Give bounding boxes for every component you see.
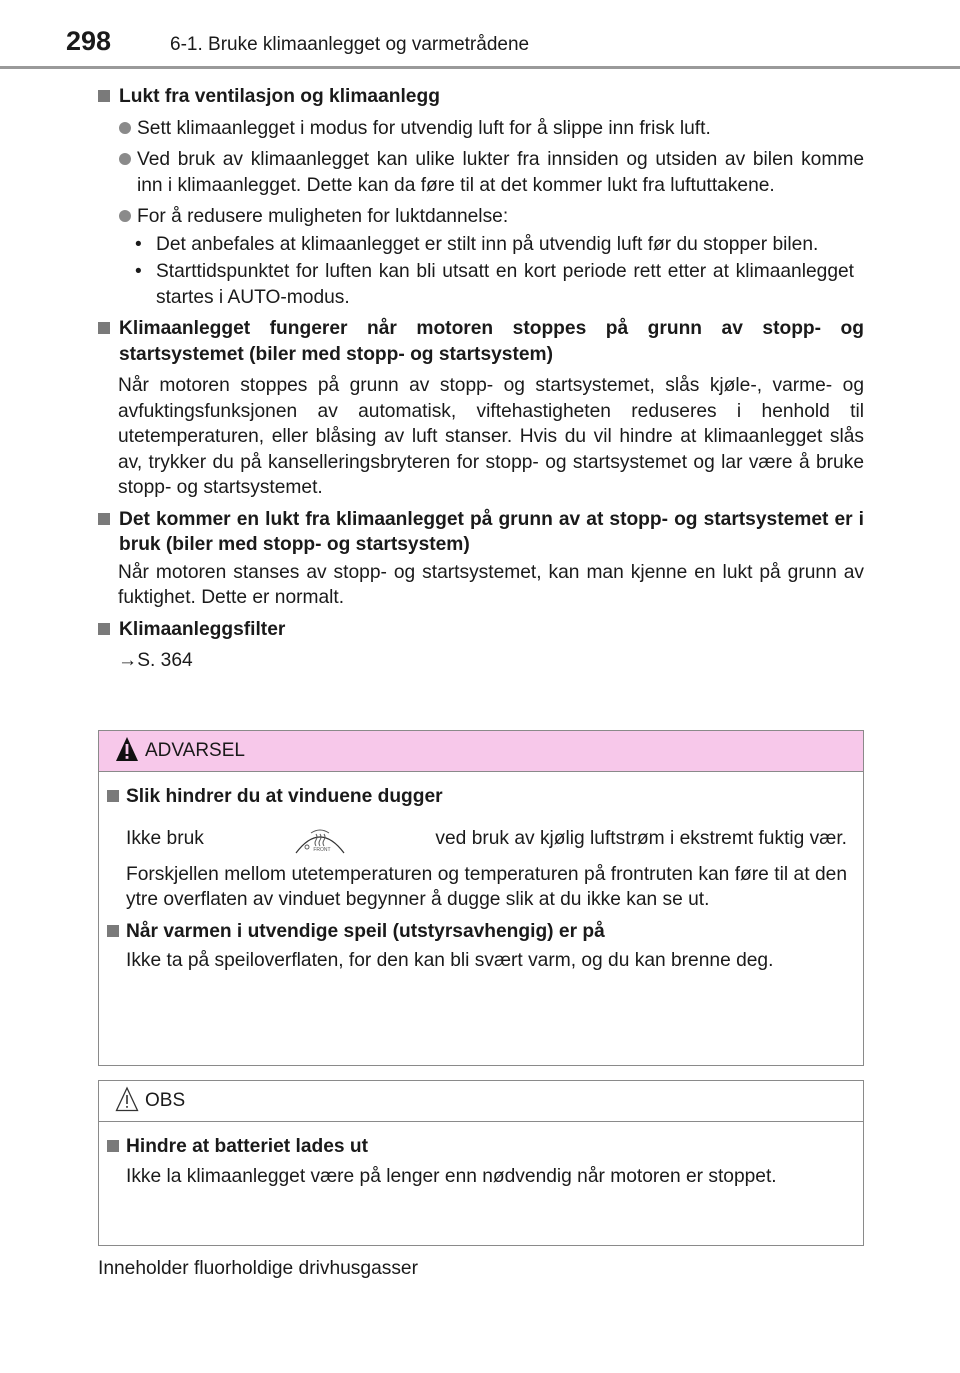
front-icon-label: FRONT [313, 846, 331, 853]
square-bullet-icon [98, 623, 110, 635]
square-bullet-icon [107, 790, 119, 802]
section-paragraph: Når motoren stoppes på grunn av stopp- og startsystemet, slås kjøle-, varme- og avfuktingsfunksjonen av automatisk, viftehastigheten reduseres i henhold til utetemperaturen, eller blåsing av luft stanser. Hvis du vil hindre at klimaanlegget slås av, trykker du på kanselleringsbryteren for stopp- og startsystemet og lar være å bruke stopp- og startsystemet. [118, 375, 864, 498]
page-reference-link[interactable]: →S. 364 [118, 650, 193, 671]
notice-paragraph: Ikke la klimaanlegget være på lenger enn nødvendig når motoren er stoppet. [126, 1165, 777, 1187]
warning-header [99, 731, 863, 772]
page-number: 298 [66, 26, 112, 56]
notice-title: OBS [145, 1090, 186, 1111]
notice-body [99, 1122, 863, 1199]
page-header [0, 0, 960, 68]
dot-marker: • [135, 261, 142, 282]
main-content [98, 78, 864, 674]
warning-title: ADVARSEL [145, 740, 245, 761]
notice-item-title: Hindre at batteriet lades ut [107, 1134, 847, 1160]
square-bullet-icon [98, 513, 110, 525]
section-paragraph: Når motoren stanses av stopp- og startsystemet, kan man kjenne en lukt på grunn av fuktighet. Dette er normalt. [118, 561, 864, 608]
bullet-item: Ved bruk av klimaanlegget kan ulike lukter fra innsiden og utsiden av bilen komme inn i klimaanlegget. Dette kan da føre til at det kommer lukt fra luftuttakene. [98, 147, 864, 198]
warning-item-title: Når varmen i utvendige speil (utstyrsavhengig) er på [107, 919, 847, 945]
square-bullet-icon [107, 925, 119, 937]
square-bullet-icon [107, 1140, 119, 1152]
defroster-instruction: Ikke bruk FRONT ved bruk av kjølig luftstrøm i ekstremt fuktig vær. [107, 824, 847, 854]
front-defroster-icon [294, 824, 346, 854]
chapter-title: 6-1. Bruke klimaanlegget og varmetrådene [170, 34, 530, 55]
dot-marker: • [135, 233, 142, 255]
circle-bullet-icon [119, 210, 131, 222]
circle-bullet-icon [119, 153, 131, 165]
bullet-item: Sett klimaanlegget i modus for utvendig luft for å slippe inn frisk luft. [98, 116, 864, 142]
sub-list-item: • Det anbefales at klimaanlegget er stilt inn på utvendig luft før du stopper bilen. [98, 232, 864, 258]
notice-box [98, 1080, 864, 1246]
notice-header [99, 1081, 863, 1122]
bullet-item: For å redusere muligheten for luktdannelse: [98, 204, 864, 230]
warning-box [98, 730, 864, 1066]
warning-item-title: Slik hindrer du at vinduene dugger [107, 784, 847, 810]
footer-note: Inneholder fluorholdige drivhusgasser [98, 1258, 418, 1279]
square-bullet-icon [98, 90, 110, 102]
circle-bullet-icon [119, 122, 131, 134]
sub-list-item: • Starttidspunktet for luften kan bli utsatt en kort periode rett etter at klimaanlegget startes i AUTO-modus. [135, 261, 854, 308]
warning-triangle-icon [115, 736, 139, 762]
warning-body [99, 772, 863, 984]
square-bullet-icon [98, 322, 110, 334]
section-title-odor: Lukt fra ventilasjon og klimaanlegg [98, 84, 864, 110]
section-title-odor-stop-start: Det kommer en lukt fra klimaanlegget på grunn av at stopp- og startsystemet er i bruk (biler med stopp- og startsystem) [98, 507, 864, 558]
warning-paragraph: Ikke ta på speiloverflaten, for den kan bli svært varm, og du kan brenne deg. [126, 950, 774, 971]
warning-paragraph: Forskjellen mellom utetemperaturen og temperaturen på frontruten kan føre til at den ytre overflaten av vinduet begynner å dugge slik at du ikke kan se ut. [126, 863, 847, 910]
header-rule [0, 66, 960, 69]
section-title-stop-start: Klimaanlegget fungerer når motoren stoppes på grunn av stopp- og startsystemet (biler med stopp- og startsystem) [98, 316, 864, 367]
notice-triangle-icon [115, 1086, 139, 1112]
section-title-filter: Klimaanleggsfilter [98, 617, 864, 643]
